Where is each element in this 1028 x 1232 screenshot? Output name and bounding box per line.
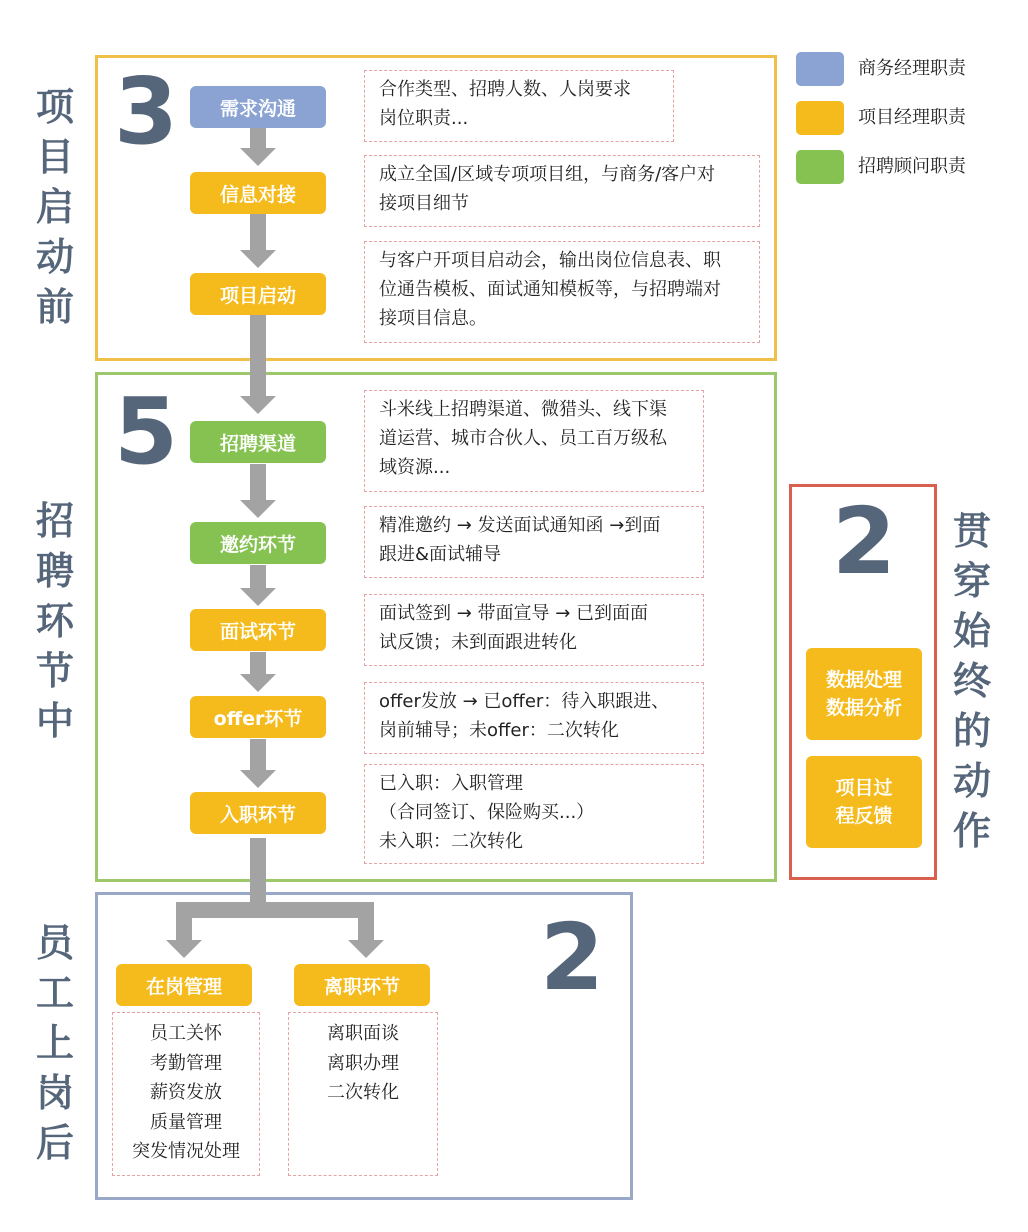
connector-line [250, 464, 266, 502]
legend-swatch-recruit [796, 150, 844, 184]
list-item: 质量管理 [150, 1111, 222, 1133]
note-line: 已入职：入职管理 [379, 773, 523, 794]
side-btn-line: 项目过 [835, 777, 893, 799]
list-item: 员工关怀 [150, 1023, 222, 1044]
list-item: 薪资发放 [150, 1082, 222, 1103]
note-line: 合作类型、招聘人数、人岗要求 [379, 79, 631, 100]
note-line: 接项目信息。 [379, 308, 487, 329]
arrow-down-icon [240, 148, 276, 166]
connector-line [250, 652, 266, 676]
list-on-job-management [112, 1012, 260, 1176]
list-item: 突发情况处理 [132, 1141, 240, 1162]
branch-line-right [358, 902, 374, 942]
project-feedback-button[interactable] [806, 756, 922, 848]
list-item: 离职面谈 [327, 1023, 399, 1044]
note-project-launch [364, 241, 760, 343]
legend-swatch-business [796, 52, 844, 86]
note-recruit-channel [364, 390, 704, 492]
arrow-down-icon [240, 588, 276, 606]
note-line: 岗前辅导；未offer：二次转化 [379, 720, 619, 741]
note-line: offer发放 → 已offer：待入职跟进、 [379, 691, 670, 712]
arrow-down-icon [240, 396, 276, 414]
note-line: 跟进&面试辅导 [379, 544, 502, 565]
connector-line [250, 838, 266, 904]
legend-label-recruit: 招聘顾问职责 [858, 156, 966, 177]
stage3-title: 员工上岗后 [35, 921, 74, 1165]
step-project-launch[interactable]: 项目启动 [190, 273, 326, 315]
step-invitation[interactable]: 邀约环节 [190, 522, 326, 564]
arrow-down-icon [240, 250, 276, 268]
side-btn-line: 数据分析 [825, 697, 902, 719]
note-offer [364, 682, 704, 754]
note-line: 岗位职责... [379, 108, 469, 129]
side-btn-line: 数据处理 [825, 669, 902, 691]
data-processing-button[interactable] [806, 648, 922, 740]
step-demand-communication[interactable]: 需求沟通 [190, 86, 326, 128]
note-line: 成立全国/区域专项项目组，与商务/客户对 [379, 164, 716, 185]
side-title: 贯穿始终的动作 [952, 509, 991, 853]
arrow-down-icon [348, 940, 384, 958]
step-resignation[interactable]: 离职环节 [294, 964, 430, 1006]
note-line: 道运营、城市合伙人、员工百万级私 [379, 428, 667, 449]
stage2-title: 招聘环节中 [35, 499, 74, 743]
side-btn-line: 程反馈 [835, 805, 893, 827]
stage2-count: 5 [114, 378, 179, 485]
arrow-down-icon [166, 940, 202, 958]
note-line: 域资源... [379, 457, 451, 478]
step-onboarding[interactable]: 入职环节 [190, 792, 326, 834]
note-line: 位通告模板、面试通知模板等，与招聘端对 [379, 279, 721, 300]
legend-label-project: 项目经理职责 [858, 107, 966, 128]
step-info-docking[interactable]: 信息对接 [190, 172, 326, 214]
note-line: 与客户开项目启动会，输出岗位信息表、职 [379, 250, 721, 271]
note-line: 面试签到 → 带面宣导 → 已到面面 [379, 603, 649, 624]
legend-label-business: 商务经理职责 [858, 58, 966, 79]
note-info-docking [364, 155, 760, 227]
connector-line [250, 315, 266, 397]
list-item: 二次转化 [327, 1082, 399, 1103]
stage1-title: 项目启动前 [35, 85, 74, 329]
connector-line [250, 565, 266, 589]
branch-line [176, 902, 374, 918]
step-offer[interactable]: offer环节 [190, 696, 326, 738]
stage3-count: 2 [540, 904, 605, 1011]
stage1-count: 3 [114, 58, 179, 165]
note-line: 试反馈；未到面跟进转化 [379, 632, 577, 653]
connector-line [250, 739, 266, 771]
branch-line-left [176, 902, 192, 942]
note-demand-communication [364, 70, 674, 142]
arrow-down-icon [240, 674, 276, 692]
note-line: 接项目细节 [379, 193, 469, 214]
arrow-down-icon [240, 770, 276, 788]
note-line: 精准邀约 → 发送面试通知函 →到面 [379, 515, 661, 536]
note-invitation [364, 506, 704, 578]
step-interview[interactable]: 面试环节 [190, 609, 326, 651]
list-resignation [288, 1012, 438, 1176]
legend-swatch-project [796, 101, 844, 135]
list-item: 考勤管理 [150, 1052, 222, 1074]
connector-line [250, 214, 266, 252]
note-onboarding [364, 764, 704, 864]
note-interview [364, 594, 704, 666]
step-recruit-channel[interactable]: 招聘渠道 [190, 421, 326, 463]
list-item: 离职办理 [327, 1052, 399, 1074]
note-line: 斗米线上招聘渠道、微猎头、线下渠 [379, 399, 667, 420]
note-line: 未入职：二次转化 [379, 831, 523, 852]
side-count: 2 [832, 488, 897, 595]
step-on-job-management[interactable]: 在岗管理 [116, 964, 252, 1006]
arrow-down-icon [240, 500, 276, 518]
note-line: （合同签订、保险购买...） [379, 802, 595, 823]
